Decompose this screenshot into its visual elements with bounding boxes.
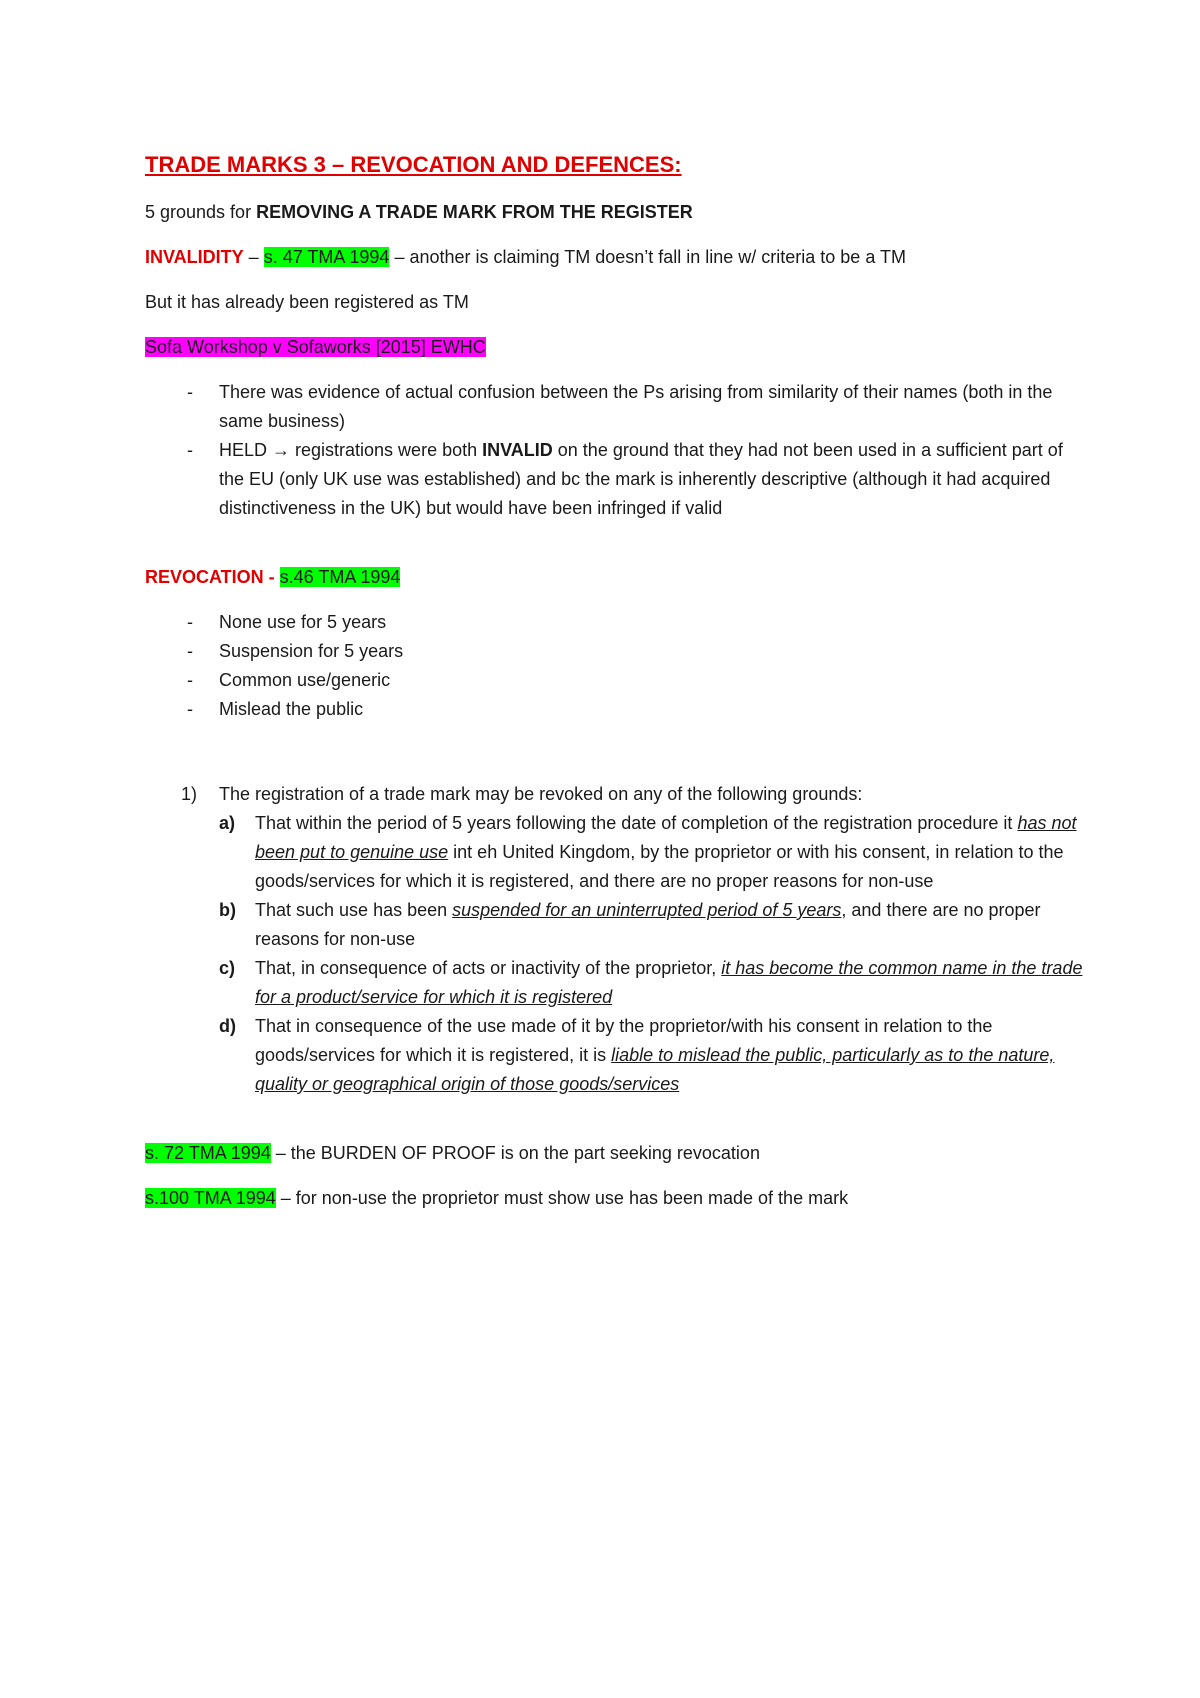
- ground-text: Mislead the public: [219, 699, 364, 719]
- number-marker: 1): [181, 784, 198, 804]
- spacer: [145, 1115, 1085, 1139]
- item-emphasis: it has become the common name in the trade for a product/service for which it is registered: [255, 958, 1083, 1007]
- dash-marker: -: [187, 699, 193, 719]
- statute-sublist: [219, 809, 1085, 1099]
- already-registered-line: But it has already been registered as TM: [145, 292, 469, 312]
- burden-section: s. 72 TMA 1994: [145, 1143, 271, 1163]
- letter-marker: c): [219, 958, 236, 978]
- item-emphasis: suspended for an uninterrupted period of 5 years: [452, 900, 842, 920]
- ground-text: Common use/generic: [219, 670, 391, 690]
- invalidity-sep: –: [243, 247, 264, 267]
- revocation-section: s.46 TMA 1994: [279, 567, 401, 587]
- item-post: int eh United Kingdom, by the proprietor or with his consent, in relation to the goods/services for which it is registered, and there are no proper reasons for non-use: [255, 842, 1064, 891]
- held-bold: INVALID: [482, 440, 553, 460]
- spacer: [145, 740, 1085, 780]
- page-title: TRADE MARKS 3 – REVOCATION AND DEFENCES:: [145, 152, 682, 177]
- case-points-list: [145, 378, 1085, 523]
- document-body: [145, 150, 1085, 1229]
- item-emphasis: liable to mislead the public, particularly as to the nature, quality or geographical origin of those goods/services: [255, 1045, 1055, 1094]
- burden-line: [145, 1139, 1085, 1168]
- arrow-right-icon: →: [272, 440, 291, 460]
- letter-marker: a): [219, 813, 236, 833]
- item-pre: That, in consequence of acts or inactivity of the proprietor,: [255, 958, 722, 978]
- list-item: [219, 809, 1085, 896]
- nonuse-line: [145, 1184, 1085, 1213]
- list-item: [145, 436, 1085, 523]
- burden-text: – the BURDEN OF PROOF is on the part seeking revocation: [270, 1143, 760, 1163]
- invalidity-label: INVALIDITY: [145, 247, 244, 267]
- invalidity-text: – another is claiming TM doesn’t fall in line w/ criteria to be a TM: [389, 247, 906, 267]
- intro-prefix: 5 grounds for: [145, 202, 257, 222]
- invalidity-section: s. 47 TMA 1994: [263, 247, 390, 267]
- ground-text: Suspension for 5 years: [219, 641, 404, 661]
- revocation-sep: -: [263, 567, 280, 587]
- item-pre: That within the period of 5 years following the date of completion of the registration procedure it: [255, 813, 1018, 833]
- item-pre: That such use has been: [255, 900, 453, 920]
- spacer: [145, 539, 1085, 563]
- dash-marker: -: [187, 612, 193, 632]
- list-item: [145, 378, 1085, 436]
- revocation-grounds-list: [145, 608, 1085, 724]
- nonuse-text: – for non-use the proprietor must show use has been made of the mark: [275, 1188, 849, 1208]
- letter-marker: d): [219, 1016, 236, 1036]
- invalidity-line: [145, 243, 1085, 272]
- case-point-text: There was evidence of actual confusion between the Ps arising from similarity of their names (both in the same business): [219, 382, 1053, 431]
- statute-intro: The registration of a trade mark may be revoked on any of the following grounds:: [219, 784, 863, 804]
- list-item: [219, 954, 1085, 1012]
- intro-line: [145, 198, 1085, 227]
- intro-bold: REMOVING A TRADE MARK FROM THE REGISTER: [256, 202, 693, 222]
- revocation-label: REVOCATION: [145, 567, 264, 587]
- ground-text: None use for 5 years: [219, 612, 387, 632]
- item-pre: That in consequence of the use made of it by the proprietor/with his consent in relation to the goods/services for which it is registered, it is: [255, 1016, 993, 1065]
- list-item: [145, 666, 1085, 695]
- dash-marker: -: [187, 382, 193, 402]
- held-post: on the ground that they had not been used in a sufficient part of the EU (only UK use was established) and bc the mark is inherently descriptive (although it had acquired distinctiveness in the UK) but would have been infringed if valid: [219, 440, 1063, 518]
- case-name-line: [145, 333, 1085, 362]
- dash-marker: -: [187, 440, 193, 460]
- list-item: [145, 695, 1085, 724]
- statute-list: [145, 780, 1085, 1099]
- case-name: Sofa Workshop v Sofaworks [2015] EWHC: [145, 337, 486, 357]
- dash-marker: -: [187, 641, 193, 661]
- nonuse-section: s.100 TMA 1994: [145, 1188, 276, 1208]
- revocation-line: [145, 563, 1085, 592]
- list-item: [145, 637, 1085, 666]
- list-item: [219, 1012, 1085, 1099]
- item-emphasis: has not been put to genuine use: [255, 813, 1077, 862]
- list-item: [145, 608, 1085, 637]
- list-item: [145, 780, 1085, 1099]
- dash-marker: -: [187, 670, 193, 690]
- held-label: HELD: [219, 440, 273, 460]
- held-pre: registrations were both: [290, 440, 483, 460]
- item-post: , and there are no proper reasons for non-use: [255, 900, 1041, 949]
- letter-marker: b): [219, 900, 236, 920]
- list-item: [219, 896, 1085, 954]
